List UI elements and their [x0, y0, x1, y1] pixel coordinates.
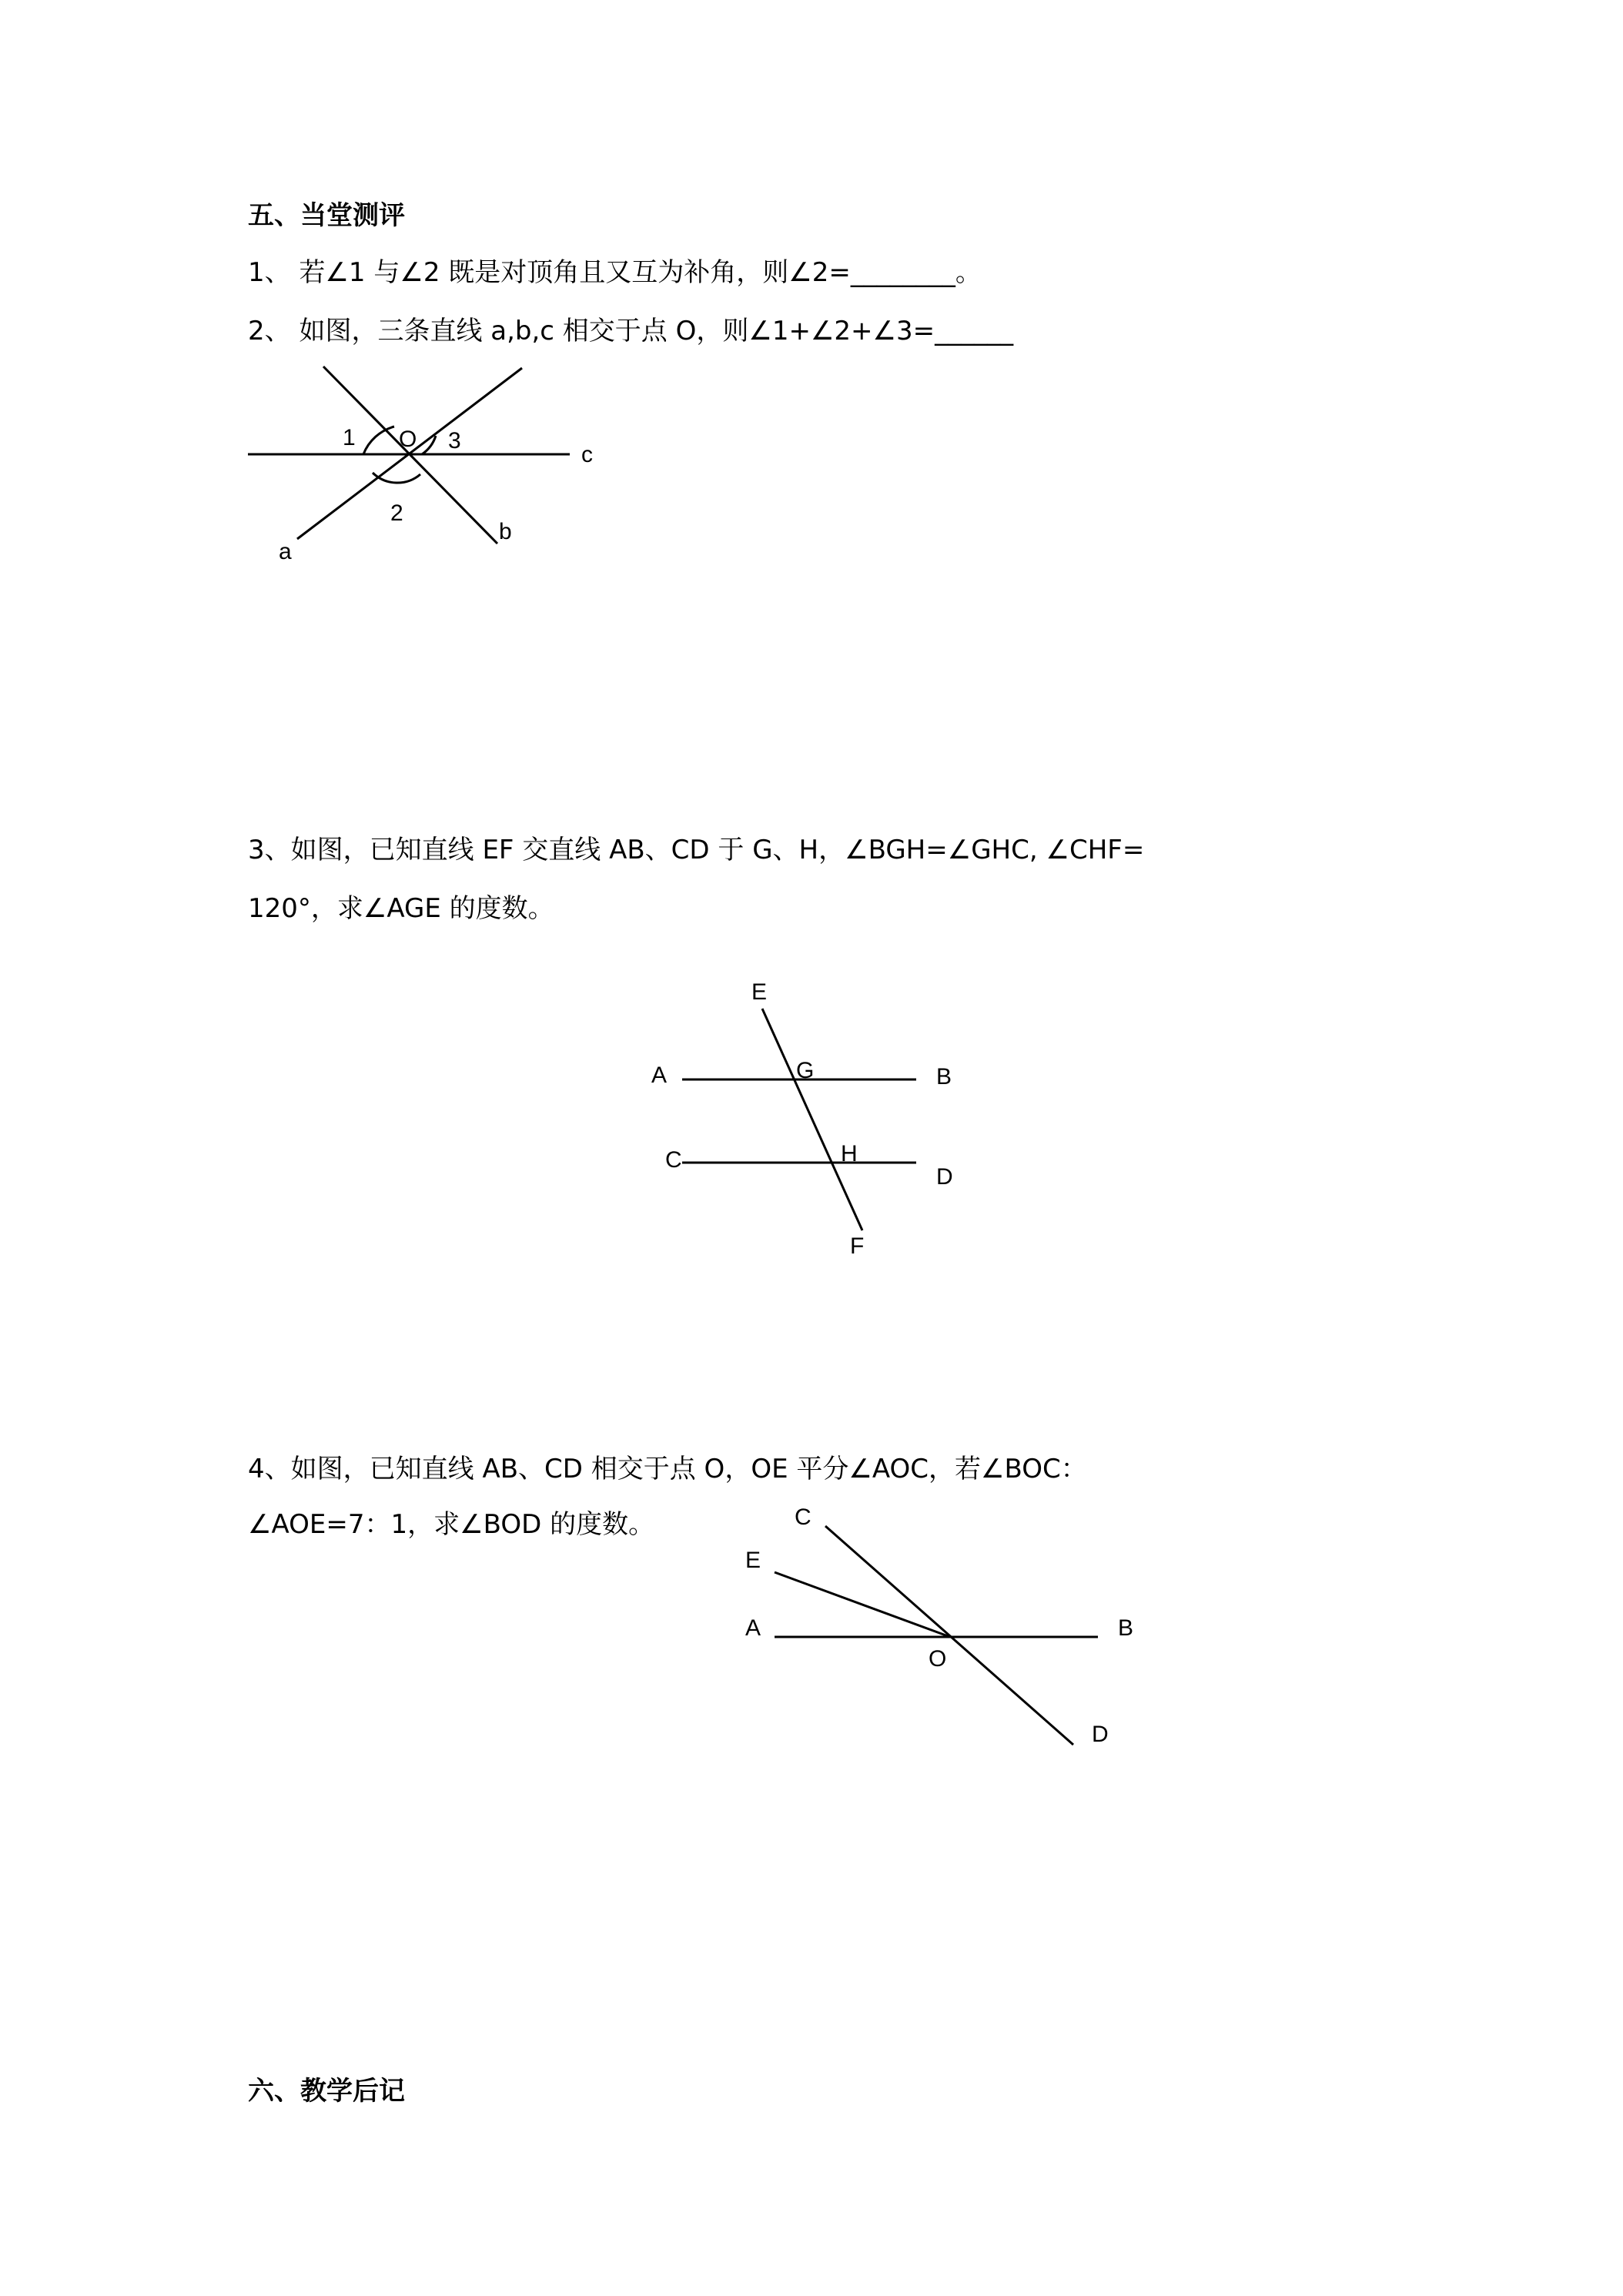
label-angle-2: 2 — [390, 500, 403, 526]
label-C: C — [795, 1504, 812, 1530]
label-angle-1: 1 — [343, 425, 356, 450]
label-O: O — [929, 1646, 947, 1672]
ray-OE — [775, 1572, 950, 1637]
question-3-line-1: 3、如图，已知直线 EF 交直线 AB、CD 于 G、H，∠BGH=∠GHC, ∠CHF= — [248, 835, 1145, 865]
label-B: B — [936, 1064, 952, 1089]
label-point-O: O — [399, 427, 417, 452]
label-line-c: c — [581, 442, 593, 467]
question-4-line-1: 4、如图，已知直线 AB、CD 相交于点 O，OE 平分∠AOC，若∠BOC： — [248, 1454, 1087, 1484]
section-title-evaluation: 五、当堂测评 — [248, 200, 405, 231]
label-D: D — [1092, 1722, 1109, 1747]
label-A: A — [745, 1615, 761, 1641]
question-4-line-2: ∠AOE=7：1，求∠BOD 的度数。 — [248, 1509, 655, 1540]
label-D: D — [936, 1164, 953, 1190]
label-B: B — [1118, 1615, 1134, 1641]
label-E: E — [745, 1548, 761, 1573]
label-A: A — [651, 1063, 668, 1088]
question-3-line-2: 120°，求∠AGE 的度数。 — [248, 893, 554, 924]
label-G: G — [796, 1058, 815, 1083]
line-CD — [825, 1526, 1073, 1745]
question-2: 2、 如图，三条直线 a,b,c 相交于点 O，则∠1+∠2+∠3=______ — [248, 316, 1014, 346]
label-line-b: b — [499, 519, 512, 544]
label-line-a: a — [279, 539, 292, 564]
question-1: 1、 若∠1 与∠2 既是对顶角且又互为补角，则∠2=________。 — [248, 257, 982, 288]
label-E: E — [751, 979, 768, 1005]
section-title-teaching-notes: 六、教学后记 — [248, 2076, 405, 2107]
label-F: F — [850, 1233, 865, 1259]
label-C: C — [665, 1147, 682, 1173]
label-H: H — [841, 1141, 858, 1166]
label-angle-3: 3 — [448, 428, 461, 454]
